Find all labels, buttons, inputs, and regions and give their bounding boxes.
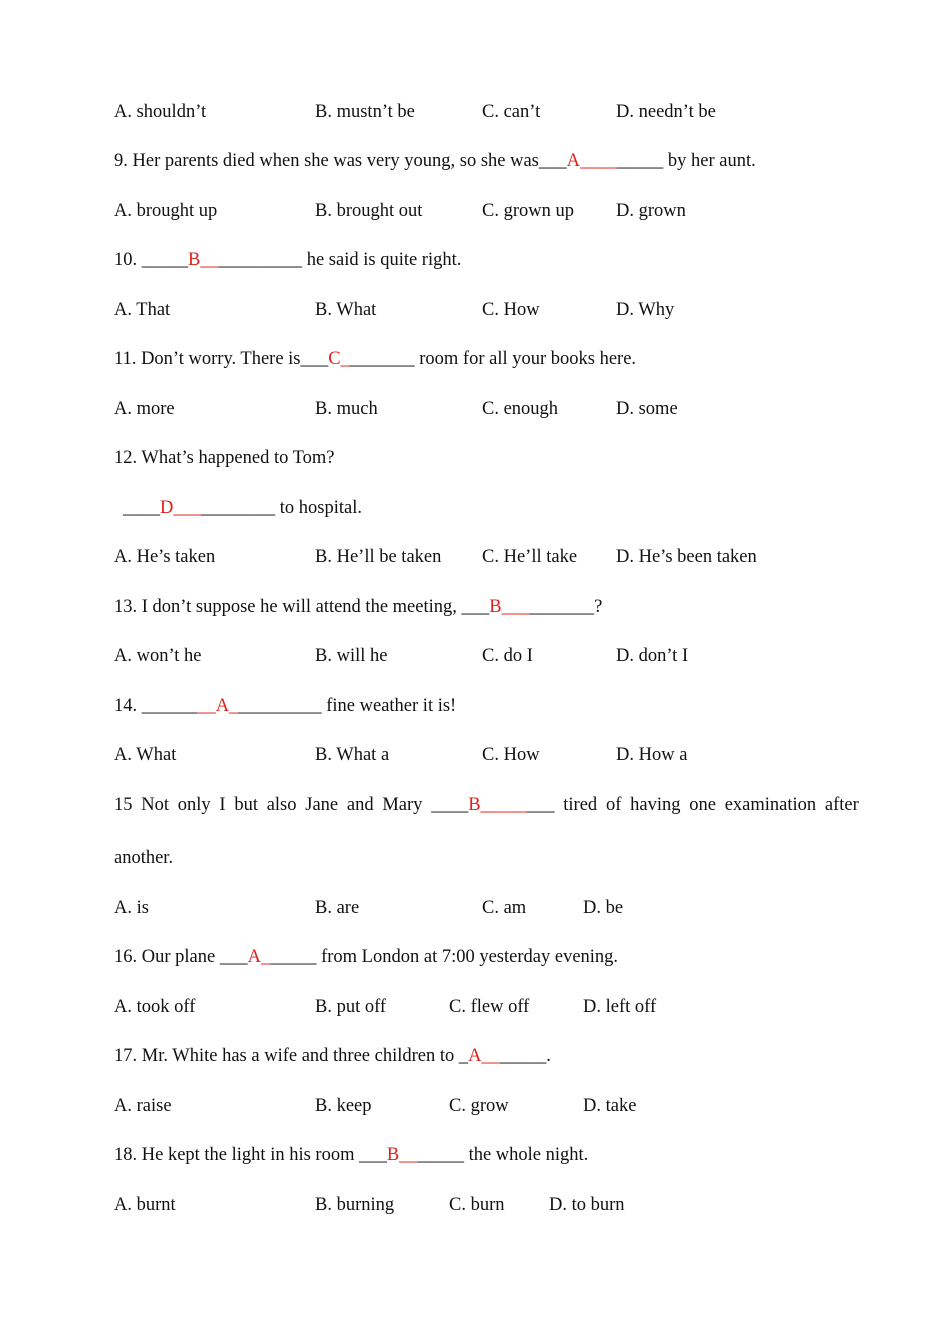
q14-blank-red-lead: __ <box>197 696 216 716</box>
q8-option-d: D. needn’t be <box>616 102 716 122</box>
q13-option-c: C. do I <box>482 646 533 666</box>
q17-option-b: B. keep <box>315 1096 372 1116</box>
q11-option-a: A. more <box>114 399 175 419</box>
q15-option-c: C. am <box>482 898 527 918</box>
q12-option-a: A. He’s taken <box>114 547 216 567</box>
q10-blank-red: __ <box>200 250 219 270</box>
q12-text-after: to hospital. <box>275 498 362 518</box>
q9-blank: _____ <box>617 151 664 171</box>
q14-blank-red: _ <box>229 696 239 716</box>
q9-option-d: D. grown <box>616 201 686 221</box>
q12-blank: ________ <box>201 498 276 518</box>
q10-option-d: D. Why <box>616 300 675 320</box>
q16-text-before: 16. Our plane ___ <box>114 947 248 967</box>
q13-answer: B <box>489 597 502 617</box>
q18-option-c: C. burn <box>449 1195 505 1215</box>
q13-option-b: B. will he <box>315 646 388 666</box>
q9-question <box>114 150 756 172</box>
q16-option-c: C. flew off <box>449 997 530 1017</box>
q15-word: Jane <box>305 795 339 815</box>
q10-question <box>114 249 461 271</box>
q15-word: tired <box>563 795 598 815</box>
q15-option-d: D. be <box>583 898 624 918</box>
q15-word: 15 <box>114 795 133 815</box>
q10-option-b: B. What <box>315 300 377 320</box>
q14-option-d: D. How a <box>616 745 688 765</box>
q12-text-before: ____ <box>123 498 160 518</box>
q12-question: 12. What’s happened to Tom? <box>114 448 335 468</box>
q15-word: only <box>177 795 211 815</box>
q16-text-after: from London at 7:00 yesterday evening. <box>316 947 619 967</box>
q18-question <box>114 1144 588 1166</box>
q15-blank: ___ <box>526 795 555 815</box>
q17-question <box>114 1045 551 1067</box>
q18-text-after: the whole night. <box>463 1145 589 1165</box>
q17-text-before: 17. Mr. White has a wife and three children to _ <box>114 1046 469 1066</box>
q17-answer: A <box>468 1046 482 1066</box>
q9-option-b: B. brought out <box>315 201 423 221</box>
q18-blank: _____ <box>417 1145 464 1165</box>
q15-word: also <box>266 795 297 815</box>
q15-word: having <box>630 795 681 815</box>
q16-blank: _____ <box>270 947 317 967</box>
q13-blank-red: ___ <box>501 597 530 617</box>
q13-option-d: D. don’t I <box>616 646 689 666</box>
q12-option-d: D. He’s been taken <box>616 547 757 567</box>
q16-answer: A <box>247 947 261 967</box>
q8-option-c: C. can’t <box>482 102 541 122</box>
q13-text-before: 13. I don’t suppose he will attend the meeting, ___ <box>114 597 490 617</box>
q16-blank-red: _ <box>260 947 271 967</box>
q15-word: but <box>234 795 258 815</box>
q17-blank-red: __ <box>481 1046 501 1066</box>
q9-text-before: 9. Her parents died when she was very young, so she was___ <box>114 151 567 171</box>
q14-answer: A <box>215 696 230 716</box>
q12-blank-red: ___ <box>173 498 202 518</box>
q13-question <box>114 596 602 618</box>
q11-text-after: room for all your books here. <box>414 349 637 369</box>
q9-blank-red: ____ <box>580 151 618 171</box>
q17-option-a: A. raise <box>114 1096 172 1116</box>
q14-blank: _________ <box>238 696 322 716</box>
q14-text-after: fine weather it is! <box>321 696 457 716</box>
q15-blank-group <box>431 794 554 816</box>
q15-question-line <box>114 794 859 816</box>
q16-option-b: B. put off <box>315 997 387 1017</box>
q15-word: I <box>219 795 226 815</box>
q15-continuation: another. <box>114 848 174 868</box>
q14-text-before: 14. ______ <box>114 696 198 716</box>
q17-blank: _____ <box>500 1046 547 1066</box>
q16-question <box>114 946 618 968</box>
q18-blank-red: __ <box>399 1145 418 1165</box>
q9-text-after: by her aunt. <box>663 151 756 171</box>
q14-option-c: C. How <box>482 745 540 765</box>
q17-text-after: . <box>546 1046 551 1066</box>
q14-question <box>114 695 456 717</box>
q10-blank: _________ <box>218 250 303 270</box>
q8-option-b: B. mustn’t be <box>315 102 415 122</box>
q11-option-b: B. much <box>315 399 378 419</box>
q12-option-c: C. He’ll take <box>482 547 578 567</box>
q11-question <box>114 348 636 370</box>
q9-answer: A <box>566 151 581 171</box>
q15-word: after <box>824 795 859 815</box>
q15-word: Not <box>141 795 169 815</box>
q14-option-b: B. What a <box>315 745 390 765</box>
q17-option-c: C. grow <box>449 1096 509 1116</box>
q11-option-d: D. some <box>616 399 678 419</box>
q10-text-after: he said is quite right. <box>302 250 462 270</box>
q14-option-a: A. What <box>114 745 177 765</box>
q9-option-c: C. grown up <box>482 201 574 221</box>
q15-word: of <box>605 795 622 815</box>
q10-text-before: 10. _____ <box>114 250 188 270</box>
q15-blank-red: _____ <box>480 795 527 815</box>
q11-answer: C <box>328 349 341 369</box>
q11-blank: _______ <box>349 349 415 369</box>
q12-option-b: B. He’ll be taken <box>315 547 442 567</box>
q12-answer: D <box>160 498 174 518</box>
q12-answer-line <box>123 497 362 519</box>
q16-option-a: A. took off <box>114 997 196 1017</box>
q18-option-b: B. burning <box>315 1195 395 1215</box>
q18-answer: B <box>386 1145 400 1165</box>
q11-blank-red: _ <box>340 349 350 369</box>
q15-option-a: A. is <box>114 898 149 918</box>
q11-text-before: 11. Don’t worry. There is___ <box>114 349 329 369</box>
q13-text-after: ? <box>594 597 603 617</box>
q10-answer: B <box>188 250 201 270</box>
q18-option-a: A. burnt <box>114 1195 176 1215</box>
q15-word: Mary <box>382 795 423 815</box>
q15-text-before: ____ <box>431 795 469 815</box>
q18-text-before: 18. He kept the light in his room ___ <box>114 1145 387 1165</box>
q9-option-a: A. brought up <box>114 201 218 221</box>
q13-blank: _______ <box>529 597 595 617</box>
q10-option-c: C. How <box>482 300 540 320</box>
q16-option-d: D. left off <box>583 997 657 1017</box>
q10-option-a: A. That <box>114 300 171 320</box>
q17-option-d: D. take <box>583 1096 637 1116</box>
q15-answer: B <box>468 795 481 815</box>
q18-option-d: D. to burn <box>549 1195 625 1215</box>
q8-option-a: A. shouldn’t <box>114 102 207 122</box>
q15-word: and <box>346 795 374 815</box>
q13-option-a: A. won’t he <box>114 646 202 666</box>
q15-word: one <box>689 795 716 815</box>
q11-option-c: C. enough <box>482 399 559 419</box>
q15-option-b: B. are <box>315 898 360 918</box>
q15-word: examination <box>724 795 817 815</box>
